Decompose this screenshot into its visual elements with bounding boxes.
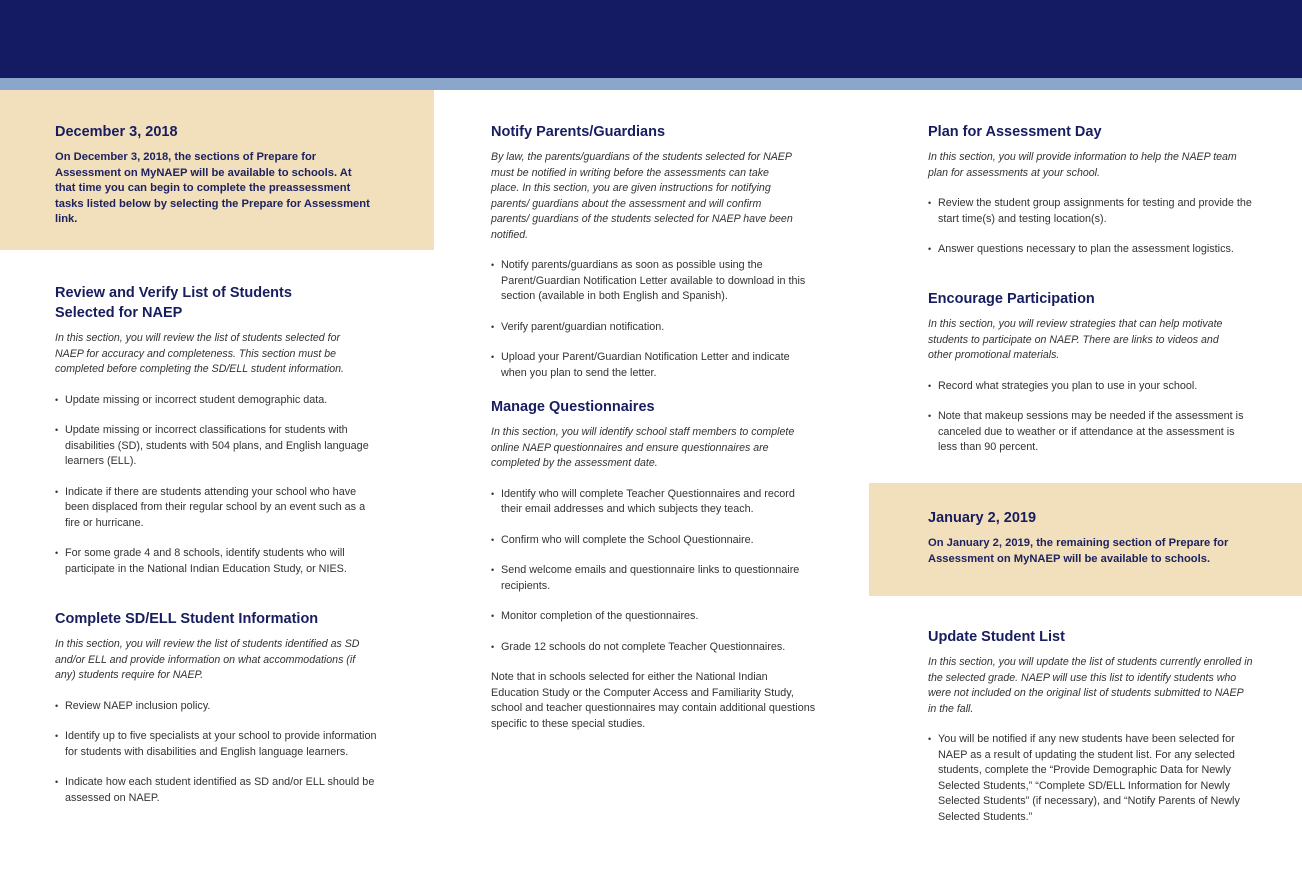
section-title: Notify Parents/Guardians <box>491 124 666 140</box>
list-item: • Identify who will complete Teacher Questionnaires and record their email addresses and which subjects they teach. <box>491 487 816 518</box>
section-title: Manage Questionnaires <box>491 399 655 415</box>
list-item: • Identify up to five specialists at your school to provide information for students with disabilities and English language learners. <box>55 729 380 760</box>
section-text: On January 2, 2019, the remaining section of Prepare for Assessment on MyNAEP will be available to schools. <box>928 537 1229 565</box>
section-intro: In this section, you will identify school staff members to complete online NAEP questionnaires and ensure questionnaires are completed by the assessment date. <box>491 426 795 469</box>
update-section <box>928 627 1253 840</box>
bullet-list <box>55 393 380 578</box>
section-intro: In this section, you will review strategies that can help motivate students to participate on NAEP. There are links to videos and other promotional materials. <box>928 318 1223 361</box>
notify-section <box>491 122 816 396</box>
january-section <box>928 508 1248 567</box>
section-text: On December 3, 2018, the sections of Prepare for Assessment on MyNAEP will be available to schools. At that time you can begin to complete the preassessment tasks listed below by selecting the Prepare for Assessment link. <box>55 151 370 225</box>
list-item: • Monitor completion of the questionnaires. <box>491 609 816 625</box>
encourage-section <box>928 289 1253 471</box>
december-section <box>55 122 370 228</box>
list-item: • Update missing or incorrect classifications for students with disabilities (SD), students with 504 plans, and English language learners (ELL). <box>55 423 380 470</box>
section-title: Encourage Participation <box>928 291 1095 307</box>
list-item: • Review the student group assignments for testing and provide the start time(s) and testing location(s). <box>928 196 1253 227</box>
section-title: Update Student List <box>928 629 1065 645</box>
bullet-list <box>928 196 1253 258</box>
review-section <box>55 283 380 592</box>
list-item: • Verify parent/guardian notification. <box>491 320 816 336</box>
sdell-section <box>55 609 380 821</box>
section-title: Complete SD/ELL Student Information <box>55 611 319 627</box>
section-intro: By law, the parents/guardians of the students selected for NAEP must be notified in writing before the assessments can take place. In this section, you are given instructions for notifying parents/ guardians about the assessment and will confirm parents/ guardians of the students selected for NAEP have been notified. <box>491 151 793 241</box>
list-item: • Notify parents/guardians as soon as possible using the Parent/Guardian Notification Letter available to download in this section (available in both English and Spanish). <box>491 258 816 305</box>
bullet-list <box>491 258 816 381</box>
list-item: • Indicate if there are students attending your school who have been displaced from their regular school by an event such as a fire or hurricane. <box>55 485 380 532</box>
header-strip <box>0 78 1302 90</box>
section-title: Review and Verify List of Students Selected for NAEP <box>55 285 292 321</box>
header-banner <box>0 0 1302 78</box>
section-intro: In this section, you will review the list of students identified as SD and/or ELL and provide information on what accommodations (if any) students require for NAEP. <box>55 638 360 681</box>
list-item: • Note that makeup sessions may be needed if the assessment is canceled due to weather or if attendance at the assessment is less than 90 percent. <box>928 409 1253 456</box>
section-title: January 2, 2019 <box>928 510 1037 526</box>
bullet-list <box>928 379 1253 456</box>
list-item: • Send welcome emails and questionnaire links to questionnaire recipients. <box>491 563 816 594</box>
list-item: • Answer questions necessary to plan the assessment logistics. <box>928 242 1253 258</box>
list-item: • You will be notified if any new students have been selected for NAEP as a result of updating the student list. For any selected students, complete the “Provide Demographic Data for Newly Selected Students,” “Complete SD/ELL Information for Newly Selected Students” (if necessary), and “Notify Parents of Newly Selected Students.” <box>928 732 1253 825</box>
manage-section <box>491 397 816 732</box>
plan-section <box>928 122 1253 273</box>
list-item: • Grade 12 schools do not complete Teacher Questionnaires. <box>491 640 816 656</box>
list-item: • Review NAEP inclusion policy. <box>55 699 380 715</box>
bullet-list <box>55 699 380 807</box>
list-item: • Confirm who will complete the School Questionnaire. <box>491 533 816 549</box>
section-intro: In this section, you will provide information to help the NAEP team plan for assessments at your school. <box>928 151 1237 179</box>
list-item: • Upload your Parent/Guardian Notification Letter and indicate when you plan to send the letter. <box>491 350 816 381</box>
list-item: • For some grade 4 and 8 schools, identify students who will participate in the National Indian Education Study, or NIES. <box>55 546 380 577</box>
section-note: Note that in schools selected for either the National Indian Education Study or the Computer Access and Familiarity Study, school and teacher questionnaires may contain additional questions specific to these special studies. <box>491 671 816 730</box>
list-item: • Update missing or incorrect student demographic data. <box>55 393 380 409</box>
bullet-list <box>491 487 816 656</box>
section-intro: In this section, you will update the list of students currently enrolled in the selected grade. NAEP will use this list to identify students who were not included on the original list of students submitted to NAEP in the fall. <box>928 656 1253 715</box>
list-item: • Indicate how each student identified as SD and/or ELL should be assessed on NAEP. <box>55 775 380 806</box>
section-intro: In this section, you will review the list of students selected for NAEP for accuracy and completeness. This section must be completed before completing the SD/ELL student information. <box>55 332 344 375</box>
section-title: December 3, 2018 <box>55 124 178 140</box>
bullet-list <box>928 732 1253 825</box>
section-title: Plan for Assessment Day <box>928 124 1102 140</box>
list-item: • Record what strategies you plan to use in your school. <box>928 379 1253 395</box>
